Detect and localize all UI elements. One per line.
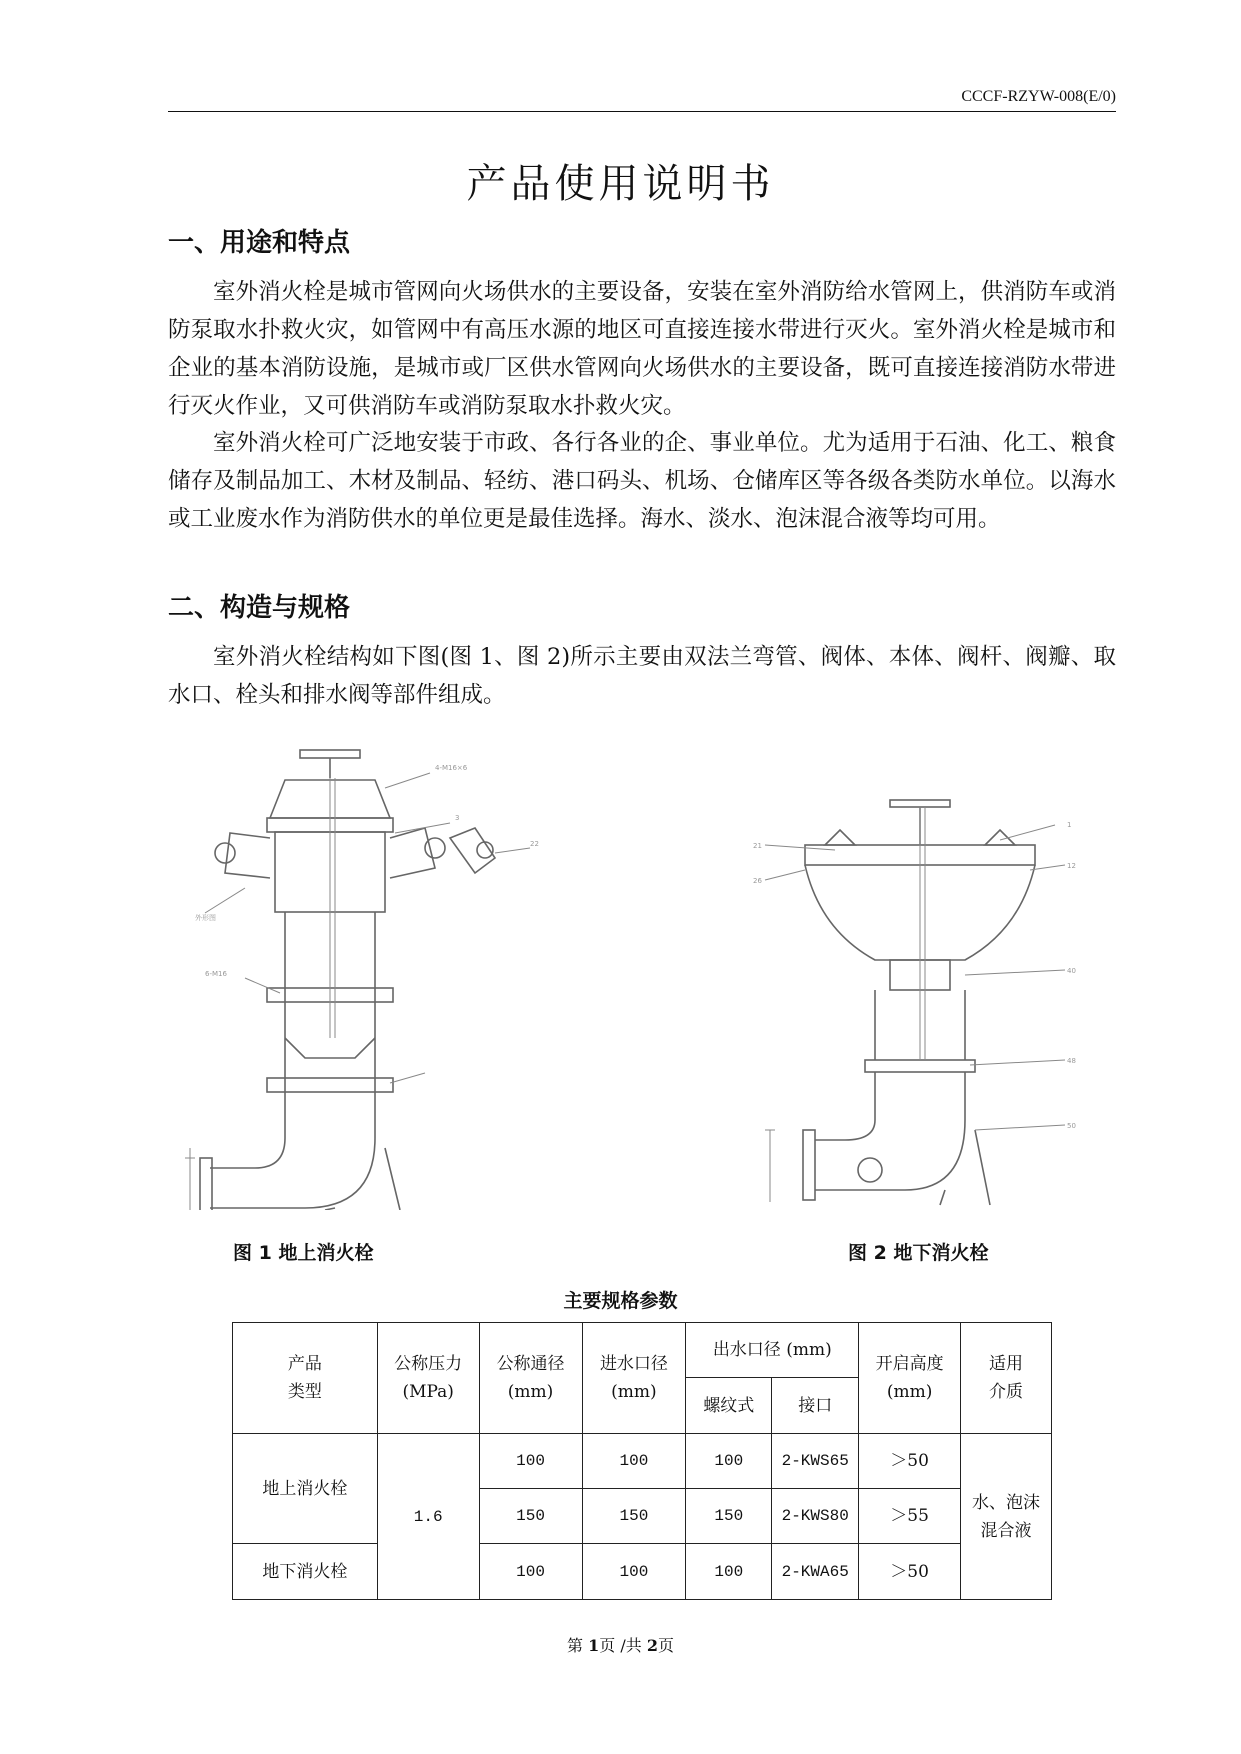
dn-cell: 100	[479, 1434, 582, 1489]
header-pressure-line1: 公称压力	[394, 1354, 463, 1374]
height-cell: ＞50	[859, 1434, 961, 1489]
header-inlet	[582, 1323, 686, 1434]
page-title: 产品使用说明书	[466, 161, 775, 207]
row-type-aboveground: 地上消火栓	[233, 1434, 378, 1544]
inlet-cell: 100	[582, 1544, 686, 1600]
svg-text:26: 26	[753, 877, 762, 885]
svg-text:12: 12	[1067, 862, 1076, 870]
inlet-cell: 100	[582, 1434, 686, 1489]
page-footer	[0, 1633, 1241, 1656]
header-medium-line1: 适用	[989, 1354, 1024, 1374]
dn-cell: 150	[479, 1489, 582, 1544]
thread-cell: 100	[686, 1434, 772, 1489]
footer-prefix: 第	[567, 1636, 589, 1655]
inlet-cell: 150	[582, 1489, 686, 1544]
height-cell: ＞55	[859, 1489, 961, 1544]
header-product-type-line1: 产品	[287, 1354, 322, 1374]
header-medium	[961, 1323, 1052, 1434]
footer-suffix: 页	[657, 1636, 674, 1655]
figure-1-drawing	[185, 738, 605, 1210]
table-row	[233, 1434, 1052, 1489]
spec-table	[232, 1322, 1052, 1600]
header-inlet-line1: 进水口径	[599, 1354, 668, 1374]
header-height-line2: (mm)	[886, 1382, 933, 1402]
conn-cell: 2-KWS80	[772, 1489, 859, 1544]
header-medium-line2: 介质	[989, 1382, 1024, 1402]
conn-cell: 2-KWA65	[772, 1544, 859, 1600]
header-dn-line1: 公称通径	[496, 1354, 565, 1374]
svg-text:4-M16×6: 4-M16×6	[435, 764, 468, 772]
section1-heading: 一、用途和特点	[168, 228, 351, 258]
row-type-underground: 地下消火栓	[233, 1544, 378, 1600]
svg-text:50: 50	[1067, 1122, 1076, 1130]
footer-page-total: 2	[646, 1636, 658, 1655]
header-pressure-line2: (MPa)	[402, 1382, 454, 1402]
svg-text:48: 48	[1067, 1057, 1076, 1065]
thread-cell: 150	[686, 1489, 772, 1544]
header-rule	[168, 111, 1116, 112]
header-inlet-line2: (mm)	[611, 1382, 657, 1402]
height-cell: ＞50	[859, 1544, 961, 1600]
header-product-type-line2: 类型	[287, 1382, 322, 1402]
header-product-type	[233, 1323, 378, 1434]
svg-text:21: 21	[753, 842, 762, 850]
header-dn-line2: (mm)	[507, 1382, 554, 1402]
section2-paragraph: 室外消火栓结构如下图(图 1、图 2)所示主要由双法兰弯管、阀体、本体、阀杆、阀瓣、取水口、栓头和排水阀等部件组成。	[168, 644, 1116, 708]
header-outlet-thread: 螺纹式	[686, 1378, 772, 1434]
svg-text:外形图: 外形图	[195, 914, 216, 922]
section1-paragraph-1: 室外消火栓是城市管网向火场供水的主要设备，安装在室外消防给水管网上，供消防车或消防泵取水扑救火灾，如管网中有高压水源的地区可直接连接水带进行灭火。室外消火栓是城市和企业的基本消防设施，是城市或厂区供水管网向火场供水的主要设备，既可直接连接消防水带进行灭火作业，又可供消防车或消防泵取水扑救火灾。	[168, 279, 1116, 419]
header-pressure	[377, 1323, 479, 1434]
svg-text:6-M16: 6-M16	[205, 970, 227, 978]
footer-page-number: 1	[588, 1636, 600, 1655]
header-height-line1: 开启高度	[875, 1354, 944, 1374]
figure-1-caption: 图 1 地上消火栓	[233, 1242, 374, 1264]
figure-2-drawing	[745, 790, 1085, 1210]
section1-paragraph-2: 室外消火栓可广泛地安装于市政、各行各业的企、事业单位。尤为适用于石油、化工、粮食储存及制品加工、木材及制品、轻纺、港口码头、机场、仓储库区等各级各类防水单位。以海水或工业废水作为消防供水的单位更是最佳选择。海水、淡水、泡沫混合液等均可用。	[168, 430, 1116, 532]
medium-line2: 混合液	[980, 1520, 1032, 1541]
footer-mid: 页 /共	[599, 1636, 647, 1655]
conn-cell: 2-KWS65	[772, 1434, 859, 1489]
doc-code: CCCF-RZYW-008(E/0)	[961, 88, 1116, 105]
medium-line1: 水、泡沫	[972, 1492, 1041, 1513]
dn-cell: 100	[479, 1544, 582, 1600]
header-nominal-diameter	[479, 1323, 582, 1434]
pressure-cell: 1.6	[377, 1434, 479, 1600]
header-outlet-conn: 接口	[772, 1378, 859, 1434]
svg-text:1: 1	[1067, 821, 1072, 829]
svg-text:3: 3	[455, 814, 460, 822]
svg-text:40: 40	[1067, 967, 1076, 975]
table-title: 主要规格参数	[563, 1290, 678, 1312]
medium-cell	[961, 1434, 1052, 1600]
header-open-height	[859, 1323, 961, 1434]
section2-heading: 二、构造与规格	[168, 593, 351, 623]
thread-cell: 100	[686, 1544, 772, 1600]
svg-text:22: 22	[530, 840, 539, 848]
table-row	[233, 1544, 1052, 1600]
header-outlet: 出水口径 (mm)	[686, 1323, 859, 1378]
figure-2-caption: 图 2 地下消火栓	[848, 1242, 989, 1264]
